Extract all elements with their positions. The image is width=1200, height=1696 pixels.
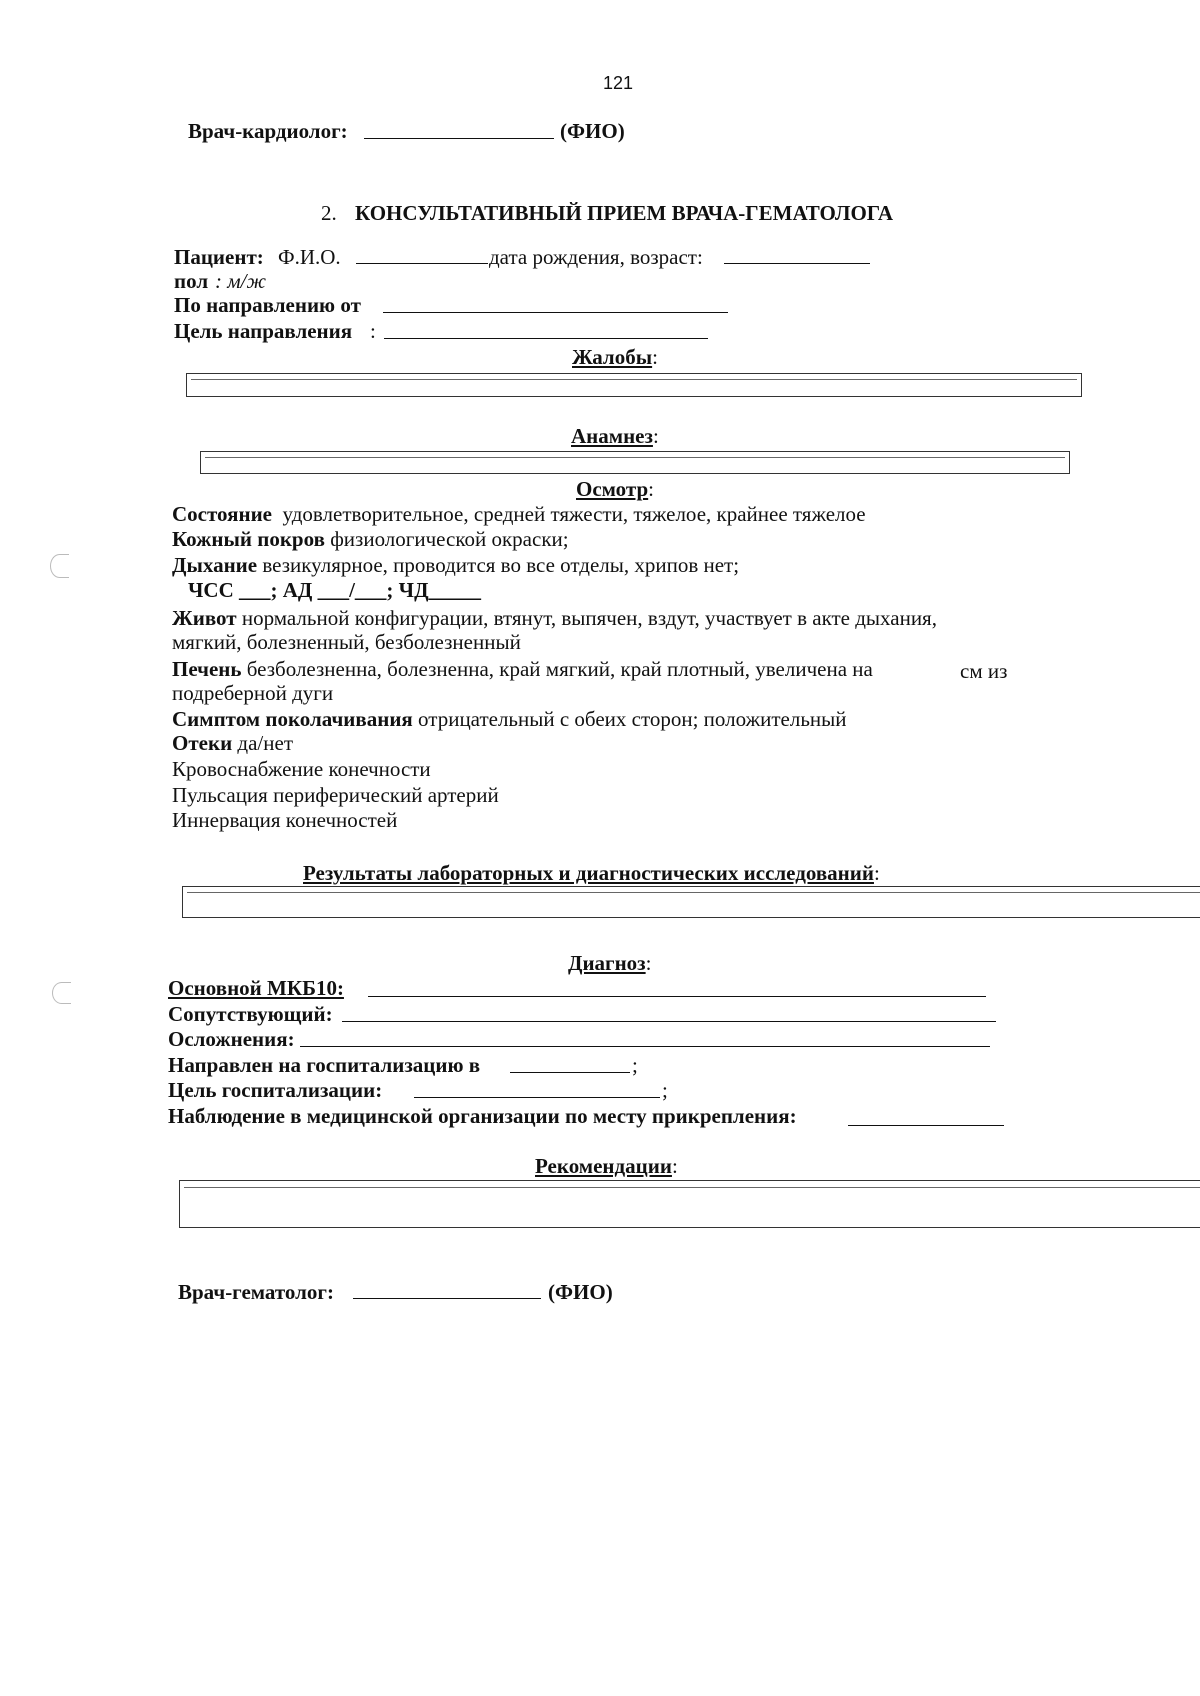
anamnesis-colon: : xyxy=(652,424,659,448)
diagnosis-colon: : xyxy=(645,951,652,975)
results-colon: : xyxy=(873,861,880,885)
cardiologist-fio-label: (ФИО) xyxy=(560,119,625,143)
edema-text: да/нет xyxy=(237,731,293,755)
complaints-heading-text: Жалобы xyxy=(572,345,653,369)
recommendations-field-inner-line xyxy=(184,1187,1200,1188)
results-field-inner-line xyxy=(187,892,1200,893)
observation-line[interactable] xyxy=(848,1125,1004,1126)
condition-row xyxy=(172,501,866,527)
referral-from-label: По направлению от xyxy=(174,293,361,317)
referral-goal-label: Цель направления xyxy=(174,319,353,343)
referral-from-line[interactable] xyxy=(383,312,728,313)
breathing-row xyxy=(172,552,739,578)
hematologist-name-line[interactable] xyxy=(353,1298,541,1299)
referral-goal-line[interactable] xyxy=(384,338,708,339)
complaints-heading xyxy=(572,344,658,370)
recommendations-heading-text: Рекомендации xyxy=(535,1154,672,1178)
abdomen-label: Живот xyxy=(172,606,237,630)
skin-row xyxy=(172,526,569,552)
innervation-row: Иннервация конечностей xyxy=(172,808,398,832)
skin-label: Кожный покров xyxy=(172,527,325,551)
exam-heading-text: Осмотр xyxy=(576,477,649,501)
tapping-row xyxy=(172,706,847,732)
condition-text: удовлетворительное, средней тяжести, тяжелое, крайнее тяжелое xyxy=(282,502,866,526)
liver-text-continued: подреберной дуги xyxy=(172,681,334,705)
concomitant-label: Сопутствующий: xyxy=(168,1002,333,1026)
complications-line[interactable] xyxy=(300,1046,990,1047)
diagnosis-heading xyxy=(568,950,651,976)
concomitant-line[interactable] xyxy=(342,1021,996,1022)
exam-heading xyxy=(576,476,654,502)
results-field[interactable] xyxy=(182,886,1200,918)
condition-label: Состояние xyxy=(172,502,273,526)
vitals-row: ЧСС ___; АД ___/___; ЧД_____ xyxy=(188,578,482,602)
recommendations-heading xyxy=(535,1153,678,1179)
anamnesis-field[interactable] xyxy=(200,451,1070,474)
referral-goal-colon: : xyxy=(370,319,376,343)
cardiologist-label: Врач-кардиолог: xyxy=(188,119,348,143)
hematologist-fio-label: (ФИО) xyxy=(548,1280,613,1304)
skin-text: физиологической окраски; xyxy=(330,527,569,551)
anamnesis-heading-text: Анамнез xyxy=(571,424,653,448)
page-number: 121 xyxy=(603,73,634,93)
abdomen-row xyxy=(172,605,937,631)
tapping-label: Симптом поколачивания xyxy=(172,707,413,731)
punch-hole-mark-bottom xyxy=(52,982,71,1004)
patient-fio-line[interactable] xyxy=(356,263,488,264)
patient-fio-label: Ф.И.О. xyxy=(278,245,341,269)
diagnosis-heading-text: Диагноз xyxy=(568,951,646,975)
pulsation-row: Пульсация периферический артерий xyxy=(172,783,499,807)
edema-row xyxy=(172,730,293,756)
complaints-field-inner-line xyxy=(191,379,1077,380)
dob-label: дата рождения, возраст: xyxy=(489,245,703,269)
breathing-text: везикулярное, проводится во все отделы, хрипов нет; xyxy=(262,553,740,577)
hospitalization-goal-label: Цель госпитализации: xyxy=(168,1078,383,1102)
liver-unit: см из xyxy=(960,659,1008,683)
section-number: 2. xyxy=(321,201,337,225)
complaints-colon: : xyxy=(652,345,658,369)
abdomen-text: нормальной конфигурации, втянут, выпячен, вздут, участвует в акте дыхания, xyxy=(241,606,937,630)
section-title: КОНСУЛЬТАТИВНЫЙ ПРИЕМ ВРАЧА-ГЕМАТОЛОГА xyxy=(355,201,894,225)
liver-label: Печень xyxy=(172,657,242,681)
hospitalization-goal-semicolon: ; xyxy=(662,1078,668,1102)
hospitalization-line[interactable] xyxy=(510,1072,630,1073)
blood-supply-row: Кровоснабжение конечности xyxy=(172,757,431,781)
complaints-field[interactable] xyxy=(186,373,1082,397)
dob-line[interactable] xyxy=(724,263,870,264)
anamnesis-heading xyxy=(571,423,659,449)
abdomen-text-continued: мягкий, болезненный, безболезненный xyxy=(172,630,521,654)
edema-label: Отеки xyxy=(172,731,233,755)
recommendations-field[interactable] xyxy=(179,1180,1200,1228)
patient-label: Пациент: xyxy=(174,245,264,269)
tapping-text: отрицательный с обеих сторон; положительный xyxy=(418,707,847,731)
liver-row xyxy=(172,656,873,682)
results-heading-text: Результаты лабораторных и диагностических исследований xyxy=(303,861,874,885)
hospitalization-label: Направлен на госпитализацию в xyxy=(168,1053,481,1077)
results-heading xyxy=(303,860,880,886)
breathing-label: Дыхание xyxy=(172,553,258,577)
observation-label: Наблюдение в медицинской организации по месту прикрепления: xyxy=(168,1104,797,1128)
hospitalization-semicolon: ; xyxy=(632,1053,638,1077)
cardiologist-name-line[interactable] xyxy=(364,138,554,139)
exam-colon: : xyxy=(648,477,655,501)
complications-label: Осложнения: xyxy=(168,1027,295,1051)
main-diagnosis-line[interactable] xyxy=(368,996,986,997)
hospitalization-goal-line[interactable] xyxy=(414,1097,660,1098)
main-diagnosis-label: Основной МКБ10: xyxy=(168,976,344,1000)
hematologist-label: Врач-гематолог: xyxy=(178,1280,334,1304)
sex-value: : м/ж xyxy=(215,269,267,293)
punch-hole-mark-top xyxy=(50,554,69,578)
recommendations-colon: : xyxy=(671,1154,678,1178)
anamnesis-field-inner-line xyxy=(205,457,1065,458)
sex-label: пол xyxy=(174,269,209,293)
liver-text: безболезненна, болезненна, край мягкий, край плотный, увеличена на xyxy=(246,657,873,681)
